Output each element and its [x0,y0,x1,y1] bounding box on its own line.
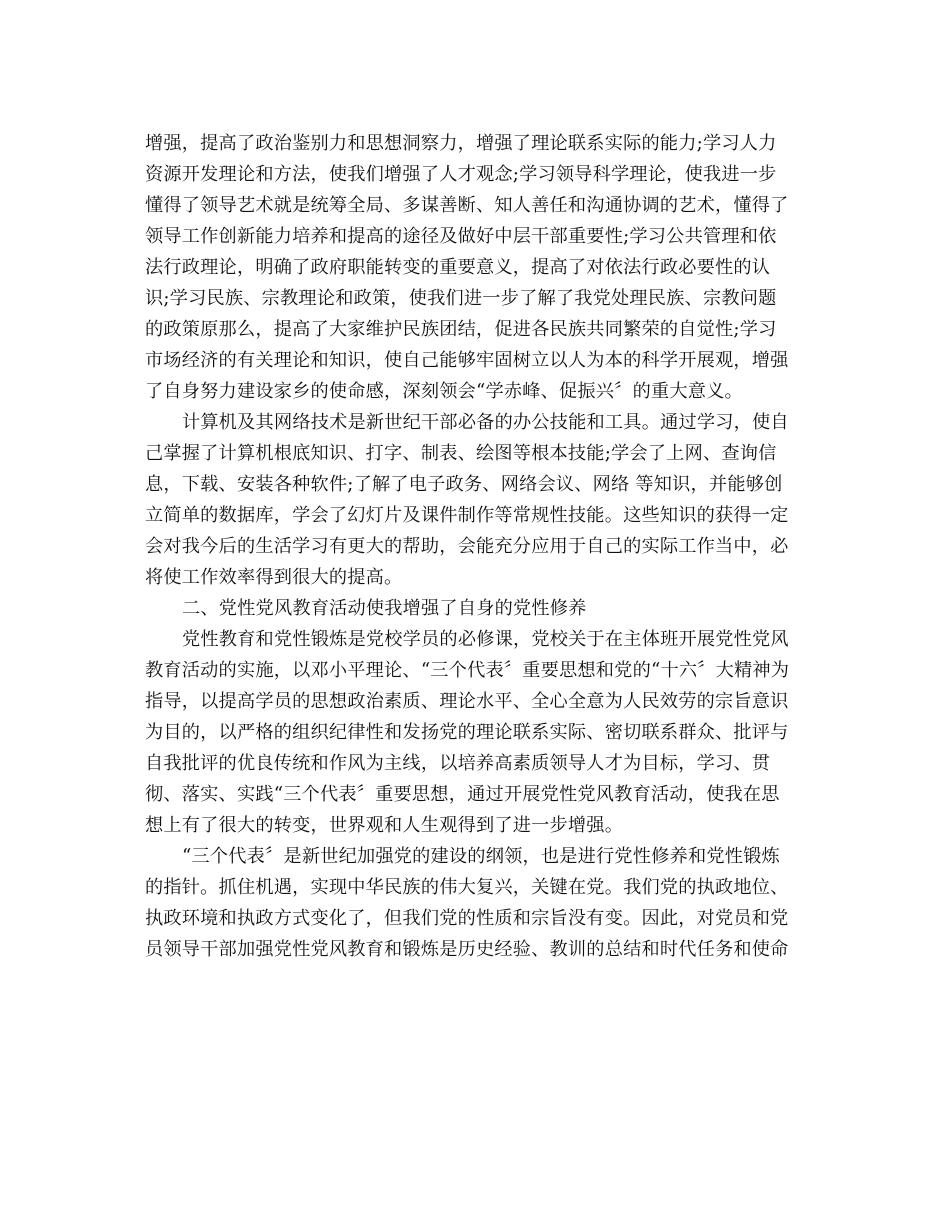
text-line: 将使工作效率得到很大的提高。 [145,567,403,588]
text-line: 计算机及其网络技术是新世纪干部必备的办公技能和工具。通过学习，使自 [182,412,789,433]
text-line: 员领导干部加强党性党风教育和锻炼是历史经验、教训的总结和时代任务和使命 [145,939,789,960]
text-line: 增强，提高了政治鉴别力和思想洞察力，增强了理论联系实际的能力;学习人力 [145,133,777,154]
text-line: 彻、落实、实践“三个代表〞重要思想，通过开展党性党风教育活动，使我在思 [145,784,780,805]
text-line: 会对我今后的生活学习有更大的帮助，会能充分应用于自己的实际工作当中，必 [145,536,789,557]
document-body [145,128,805,965]
text-line: 立简单的数据库，学会了幻灯片及课件制作等常规性技能。这些知识的获得一定 [145,505,789,526]
text-line: 懂得了领导艺术就是统筹全局、多谋善断、知人善任和沟通协调的艺术，懂得了 [145,195,789,216]
text-line: 想上有了很大的转变，世界观和人生观得到了进一步增强。 [145,815,624,836]
text-line: 资源开发理论和方法，使我们增强了人才观念;学习领导科学理论，使我进一步 [145,164,777,185]
text-line: 执政环境和执政方式变化了，但我们党的性质和宗旨没有变。因此，对党员和党 [145,908,789,929]
text-line: 识;学习民族、宗教理论和政策，使我们进一步了解了我党处理民族、宗教问题 [145,288,777,309]
text-line: 市场经济的有关理论和知识，使自己能够牢固树立以人为本的科学开展观，增强 [145,350,789,371]
text-line: 教育活动的实施，以邓小平理论、“三个代表〞重要思想和党的“十六〞大精神为 [145,660,790,681]
text-line: 法行政理论，明确了政府职能转变的重要意义，提高了对依法行政必要性的认 [145,257,771,278]
text-line: 的政策原那么，提高了大家维护民族团结，促进各民族共同繁荣的自觉性;学习 [145,319,777,340]
text-line: “三个代表〞是新世纪加强党的建设的纲领，也是进行党性修养和党性锻炼 [182,846,780,867]
text-line: 领导工作创新能力培养和提高的途径及做好中层干部重要性;学习公共管理和依 [145,226,777,247]
text-line: 二、党性党风教育活动使我增强了自身的党性修养 [182,598,587,619]
text-line: 息，下载、安装各种软件;了解了电子政务、网络会议、网络 等知识，并能够创 [145,474,783,495]
text-line: 己掌握了计算机根底知识、打字、制表、绘图等根本技能;学会了上网、查询信 [145,443,777,464]
text-line: 了自身努力建设家乡的使命感，深刻领会“学赤峰、促振兴〞的重大意义。 [145,381,743,402]
text-line: 的指针。抓住机遇，实现中华民族的伟大复兴，关键在党。我们党的执政地位、 [145,877,789,898]
text-line: 党性教育和党性锻炼是党校学员的必修课，党校关于在主体班开展党性党风 [182,629,789,650]
text-line: 为目的，以严格的组织纪律性和发扬党的理论联系实际、密切联系群众、批评与 [145,722,789,743]
text-line: 指导，以提高学员的思想政治素质、理论水平、全心全意为人民效劳的宗旨意识 [145,691,789,712]
text-line: 自我批评的优良传统和作风为主线，以培养高素质领导人才为目标，学习、贯 [145,753,771,774]
